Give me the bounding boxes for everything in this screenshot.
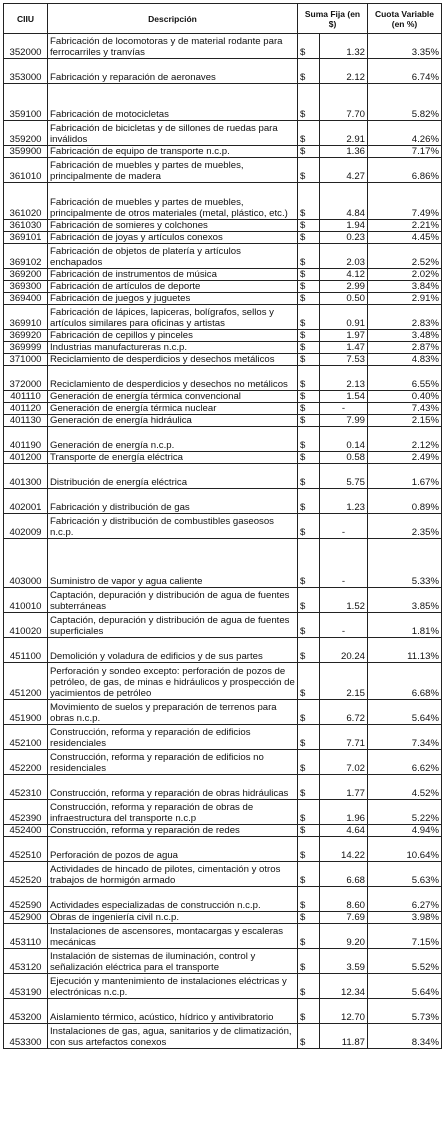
table-row bbox=[4, 999, 442, 1024]
fixed-amount: 2.03 bbox=[320, 244, 368, 269]
currency-symbol: $ bbox=[298, 999, 320, 1024]
table-row bbox=[4, 415, 442, 427]
activity-description: Actividades de hincado de pilotes, cimentación y otros trabajos de hormigón armado bbox=[48, 862, 298, 887]
ciiu-code: 359900 bbox=[4, 146, 48, 158]
currency-symbol: $ bbox=[298, 232, 320, 244]
variable-rate: 6.68% bbox=[368, 663, 442, 700]
activity-description: Fabricación de objetos de platería y artículos enchapados bbox=[48, 244, 298, 269]
table-row bbox=[4, 663, 442, 700]
activity-description: Fabricación de instrumentos de música bbox=[48, 269, 298, 281]
activity-description: Fabricación y distribución de gas bbox=[48, 489, 298, 514]
activity-description: Fabricación de muebles y partes de muebles, principalmente de otros materiales (metal, plástico, etc.) bbox=[48, 183, 298, 220]
ciiu-code: 402009 bbox=[4, 514, 48, 539]
activity-description: Reciclamiento de desperdicios y desechos no metálicos bbox=[48, 366, 298, 391]
header-ciiu: CIIU bbox=[4, 4, 48, 34]
variable-rate: 2.15% bbox=[368, 415, 442, 427]
table-row bbox=[4, 158, 442, 183]
table-row bbox=[4, 837, 442, 862]
fixed-amount: 12.70 bbox=[320, 999, 368, 1024]
ciiu-code: 402001 bbox=[4, 489, 48, 514]
activity-description: Perforación de pozos de agua bbox=[48, 837, 298, 862]
activity-description: Movimiento de suelos y preparación de terrenos para obras n.c.p. bbox=[48, 700, 298, 725]
variable-rate: 1.81% bbox=[368, 613, 442, 638]
ciiu-code: 401130 bbox=[4, 415, 48, 427]
ciiu-code: 401200 bbox=[4, 452, 48, 464]
currency-symbol: $ bbox=[298, 588, 320, 613]
table-header bbox=[4, 4, 442, 34]
table-row bbox=[4, 539, 442, 588]
activity-description: Instalaciones de ascensores, montacargas y escaleras mecánicas bbox=[48, 924, 298, 949]
activity-description: Construcción, reforma y reparación de obras de infraestructura del transporte n.c.p bbox=[48, 800, 298, 825]
currency-symbol: $ bbox=[298, 220, 320, 232]
currency-symbol: $ bbox=[298, 84, 320, 121]
fixed-amount: 0.58 bbox=[320, 452, 368, 464]
table-row bbox=[4, 232, 442, 244]
fixed-amount: 0.91 bbox=[320, 305, 368, 330]
variable-rate: 5.63% bbox=[368, 862, 442, 887]
currency-symbol: $ bbox=[298, 949, 320, 974]
table-row bbox=[4, 146, 442, 158]
table-row bbox=[4, 244, 442, 269]
fixed-amount: 0.50 bbox=[320, 293, 368, 305]
variable-rate: 6.86% bbox=[368, 158, 442, 183]
variable-rate: 3.98% bbox=[368, 912, 442, 924]
fixed-amount: 3.59 bbox=[320, 949, 368, 974]
fees-table bbox=[3, 3, 442, 1049]
currency-symbol: $ bbox=[298, 539, 320, 588]
fixed-amount: - bbox=[320, 403, 368, 415]
fixed-amount: 7.71 bbox=[320, 725, 368, 750]
table-row bbox=[4, 121, 442, 146]
header-row bbox=[4, 4, 442, 34]
table-row bbox=[4, 700, 442, 725]
ciiu-code: 452310 bbox=[4, 775, 48, 800]
variable-rate: 5.64% bbox=[368, 974, 442, 999]
activity-description: Suministro de vapor y agua caliente bbox=[48, 539, 298, 588]
variable-rate: 2.87% bbox=[368, 342, 442, 354]
ciiu-code: 453110 bbox=[4, 924, 48, 949]
currency-symbol: $ bbox=[298, 887, 320, 912]
ciiu-code: 452590 bbox=[4, 887, 48, 912]
variable-rate: 10.64% bbox=[368, 837, 442, 862]
ciiu-code: 452520 bbox=[4, 862, 48, 887]
fixed-amount: 6.68 bbox=[320, 862, 368, 887]
table-row bbox=[4, 800, 442, 825]
activity-description: Generación de energía n.c.p. bbox=[48, 427, 298, 452]
fixed-amount: - bbox=[320, 539, 368, 588]
fixed-amount: 2.15 bbox=[320, 663, 368, 700]
currency-symbol: $ bbox=[298, 663, 320, 700]
variable-rate: 0.89% bbox=[368, 489, 442, 514]
fixed-amount: 11.87 bbox=[320, 1024, 368, 1049]
ciiu-code: 369200 bbox=[4, 269, 48, 281]
table-body bbox=[4, 34, 442, 1049]
currency-symbol: $ bbox=[298, 862, 320, 887]
table-row bbox=[4, 183, 442, 220]
table-row bbox=[4, 725, 442, 750]
fixed-amount: 1.52 bbox=[320, 588, 368, 613]
table-row bbox=[4, 974, 442, 999]
activity-description: Fabricación de somieres y colchones bbox=[48, 220, 298, 232]
fixed-amount: - bbox=[320, 613, 368, 638]
currency-symbol: $ bbox=[298, 837, 320, 862]
fixed-amount: 8.60 bbox=[320, 887, 368, 912]
activity-description: Transporte de energía eléctrica bbox=[48, 452, 298, 464]
ciiu-code: 401110 bbox=[4, 391, 48, 403]
variable-rate: 7.34% bbox=[368, 725, 442, 750]
table-row bbox=[4, 775, 442, 800]
currency-symbol: $ bbox=[298, 121, 320, 146]
table-row bbox=[4, 342, 442, 354]
table-row bbox=[4, 59, 442, 84]
activity-description: Fabricación de equipo de transporte n.c.p. bbox=[48, 146, 298, 158]
activity-description: Aislamiento térmico, acústico, hídrico y antivibratorio bbox=[48, 999, 298, 1024]
fixed-amount: 4.27 bbox=[320, 158, 368, 183]
variable-rate: 3.84% bbox=[368, 281, 442, 293]
ciiu-code: 369101 bbox=[4, 232, 48, 244]
table-row bbox=[4, 588, 442, 613]
ciiu-code: 361010 bbox=[4, 158, 48, 183]
table-row bbox=[4, 403, 442, 415]
table-row bbox=[4, 269, 442, 281]
variable-rate: 4.94% bbox=[368, 825, 442, 837]
fixed-amount: 0.23 bbox=[320, 232, 368, 244]
activity-description: Fabricación de lápices, lapiceras, bolígrafos, sellos y artículos similares para oficinas y artistas bbox=[48, 305, 298, 330]
variable-rate: 4.26% bbox=[368, 121, 442, 146]
fixed-amount: 7.53 bbox=[320, 354, 368, 366]
table-row bbox=[4, 452, 442, 464]
currency-symbol: $ bbox=[298, 281, 320, 293]
activity-description: Ejecución y mantenimiento de instalaciones eléctricas y electrónicas n.c.p. bbox=[48, 974, 298, 999]
fixed-amount: 1.54 bbox=[320, 391, 368, 403]
currency-symbol: $ bbox=[298, 489, 320, 514]
activity-description: Fabricación de joyas y artículos conexos bbox=[48, 232, 298, 244]
variable-rate: 3.48% bbox=[368, 330, 442, 342]
ciiu-code: 359200 bbox=[4, 121, 48, 146]
header-cuota-variable: Cuota Variable (en %) bbox=[368, 4, 442, 34]
activity-description: Fabricación de muebles y partes de muebles, principalmente de madera bbox=[48, 158, 298, 183]
variable-rate: 2.12% bbox=[368, 427, 442, 452]
variable-rate: 4.45% bbox=[368, 232, 442, 244]
header-suma-fija: Suma Fija (en $) bbox=[298, 4, 368, 34]
ciiu-code: 452900 bbox=[4, 912, 48, 924]
ciiu-code: 452400 bbox=[4, 825, 48, 837]
fixed-amount: 9.20 bbox=[320, 924, 368, 949]
variable-rate: 5.22% bbox=[368, 800, 442, 825]
ciiu-code: 369920 bbox=[4, 330, 48, 342]
table-row bbox=[4, 750, 442, 775]
variable-rate: 7.49% bbox=[368, 183, 442, 220]
activity-description: Fabricación de juegos y juguetes bbox=[48, 293, 298, 305]
currency-symbol: $ bbox=[298, 391, 320, 403]
table-row bbox=[4, 84, 442, 121]
fixed-amount: 1.36 bbox=[320, 146, 368, 158]
activity-description: Demolición y voladura de edificios y de sus partes bbox=[48, 638, 298, 663]
variable-rate: 5.73% bbox=[368, 999, 442, 1024]
fixed-amount: 20.24 bbox=[320, 638, 368, 663]
ciiu-code: 453300 bbox=[4, 1024, 48, 1049]
currency-symbol: $ bbox=[298, 750, 320, 775]
fixed-amount: 1.96 bbox=[320, 800, 368, 825]
variable-rate: 2.83% bbox=[368, 305, 442, 330]
fixed-amount: - bbox=[320, 514, 368, 539]
ciiu-code: 401300 bbox=[4, 464, 48, 489]
activity-description: Construcción, reforma y reparación de obras hidráulicas bbox=[48, 775, 298, 800]
ciiu-code: 369400 bbox=[4, 293, 48, 305]
currency-symbol: $ bbox=[298, 354, 320, 366]
currency-symbol: $ bbox=[298, 700, 320, 725]
currency-symbol: $ bbox=[298, 305, 320, 330]
currency-symbol: $ bbox=[298, 725, 320, 750]
currency-symbol: $ bbox=[298, 146, 320, 158]
activity-description: Generación de energía térmica nuclear bbox=[48, 403, 298, 415]
table-row bbox=[4, 912, 442, 924]
variable-rate: 3.85% bbox=[368, 588, 442, 613]
ciiu-code: 451100 bbox=[4, 638, 48, 663]
currency-symbol: $ bbox=[298, 415, 320, 427]
currency-symbol: $ bbox=[298, 1024, 320, 1049]
currency-symbol: $ bbox=[298, 974, 320, 999]
table-row bbox=[4, 427, 442, 452]
currency-symbol: $ bbox=[298, 183, 320, 220]
currency-symbol: $ bbox=[298, 342, 320, 354]
fixed-amount: 1.23 bbox=[320, 489, 368, 514]
variable-rate: 8.34% bbox=[368, 1024, 442, 1049]
fixed-amount: 2.99 bbox=[320, 281, 368, 293]
ciiu-code: 452100 bbox=[4, 725, 48, 750]
table-row bbox=[4, 220, 442, 232]
currency-symbol: $ bbox=[298, 800, 320, 825]
table-row bbox=[4, 489, 442, 514]
variable-rate: 2.91% bbox=[368, 293, 442, 305]
ciiu-code: 369300 bbox=[4, 281, 48, 293]
variable-rate: 7.17% bbox=[368, 146, 442, 158]
fixed-amount: 2.91 bbox=[320, 121, 368, 146]
table-row bbox=[4, 281, 442, 293]
table-row bbox=[4, 613, 442, 638]
currency-symbol: $ bbox=[298, 403, 320, 415]
activity-description: Industrias manufactureras n.c.p. bbox=[48, 342, 298, 354]
table-row bbox=[4, 293, 442, 305]
variable-rate: 5.33% bbox=[368, 539, 442, 588]
activity-description: Captación, depuración y distribución de agua de fuentes superficiales bbox=[48, 613, 298, 638]
currency-symbol: $ bbox=[298, 330, 320, 342]
activity-description: Fabricación de artículos de deporte bbox=[48, 281, 298, 293]
currency-symbol: $ bbox=[298, 924, 320, 949]
activity-description: Instalación de sistemas de iluminación, control y señalización eléctrica para el transporte bbox=[48, 949, 298, 974]
variable-rate: 2.02% bbox=[368, 269, 442, 281]
ciiu-code: 353000 bbox=[4, 59, 48, 84]
table-row bbox=[4, 34, 442, 59]
ciiu-code: 453120 bbox=[4, 949, 48, 974]
variable-rate: 2.49% bbox=[368, 452, 442, 464]
ciiu-code: 372000 bbox=[4, 366, 48, 391]
fixed-amount: 7.99 bbox=[320, 415, 368, 427]
activity-description: Instalaciones de gas, agua, sanitarios y de climatización, con sus artefactos conexos bbox=[48, 1024, 298, 1049]
fixed-amount: 1.77 bbox=[320, 775, 368, 800]
header-descripcion: Descripción bbox=[48, 4, 298, 34]
currency-symbol: $ bbox=[298, 293, 320, 305]
activity-description: Fabricación y reparación de aeronaves bbox=[48, 59, 298, 84]
fixed-amount: 14.22 bbox=[320, 837, 368, 862]
activity-description: Fabricación de motocicletas bbox=[48, 84, 298, 121]
activity-description: Reciclamiento de desperdicios y desechos metálicos bbox=[48, 354, 298, 366]
ciiu-code: 452510 bbox=[4, 837, 48, 862]
activity-description: Generación de energía hidráulica bbox=[48, 415, 298, 427]
table-row bbox=[4, 330, 442, 342]
ciiu-code: 452390 bbox=[4, 800, 48, 825]
ciiu-code: 452200 bbox=[4, 750, 48, 775]
currency-symbol: $ bbox=[298, 366, 320, 391]
activity-description: Actividades especializadas de construcción n.c.p. bbox=[48, 887, 298, 912]
activity-description: Construcción, reforma y reparación de edificios no residenciales bbox=[48, 750, 298, 775]
variable-rate: 6.74% bbox=[368, 59, 442, 84]
table-row bbox=[4, 464, 442, 489]
ciiu-code: 361030 bbox=[4, 220, 48, 232]
activity-description: Construcción, reforma y reparación de edificios residenciales bbox=[48, 725, 298, 750]
currency-symbol: $ bbox=[298, 158, 320, 183]
ciiu-code: 410020 bbox=[4, 613, 48, 638]
ciiu-code: 352000 bbox=[4, 34, 48, 59]
fixed-amount: 6.72 bbox=[320, 700, 368, 725]
currency-symbol: $ bbox=[298, 775, 320, 800]
table-row bbox=[4, 366, 442, 391]
variable-rate: 7.43% bbox=[368, 403, 442, 415]
activity-description: Captación, depuración y distribución de agua de fuentes subterráneas bbox=[48, 588, 298, 613]
activity-description: Fabricación de bicicletas y de sillones de ruedas para inválidos bbox=[48, 121, 298, 146]
variable-rate: 3.35% bbox=[368, 34, 442, 59]
table-row bbox=[4, 391, 442, 403]
currency-symbol: $ bbox=[298, 514, 320, 539]
table-row bbox=[4, 825, 442, 837]
currency-symbol: $ bbox=[298, 638, 320, 663]
activity-description: Generación de energía térmica convencional bbox=[48, 391, 298, 403]
table-row bbox=[4, 305, 442, 330]
fixed-amount: 1.94 bbox=[320, 220, 368, 232]
currency-symbol: $ bbox=[298, 613, 320, 638]
variable-rate: 2.21% bbox=[368, 220, 442, 232]
fixed-amount: 5.75 bbox=[320, 464, 368, 489]
fixed-amount: 2.13 bbox=[320, 366, 368, 391]
currency-symbol: $ bbox=[298, 427, 320, 452]
fixed-amount: 7.02 bbox=[320, 750, 368, 775]
activity-description: Fabricación y distribución de combustibles gaseosos n.c.p. bbox=[48, 514, 298, 539]
ciiu-code: 453200 bbox=[4, 999, 48, 1024]
variable-rate: 11.13% bbox=[368, 638, 442, 663]
activity-description: Perforación y sondeo excepto: perforación de pozos de petróleo, de gas, de minas e hidráulicos y prospección de yacimientos de petróleo bbox=[48, 663, 298, 700]
activity-description: Fabricación de cepillos y pinceles bbox=[48, 330, 298, 342]
fixed-amount: 4.64 bbox=[320, 825, 368, 837]
variable-rate: 5.52% bbox=[368, 949, 442, 974]
currency-symbol: $ bbox=[298, 464, 320, 489]
table-row bbox=[4, 887, 442, 912]
ciiu-code: 369910 bbox=[4, 305, 48, 330]
ciiu-code: 453190 bbox=[4, 974, 48, 999]
table-row bbox=[4, 949, 442, 974]
variable-rate: 6.27% bbox=[368, 887, 442, 912]
ciiu-code: 451200 bbox=[4, 663, 48, 700]
currency-symbol: $ bbox=[298, 912, 320, 924]
fixed-amount: 1.32 bbox=[320, 34, 368, 59]
activity-description: Distribución de energía eléctrica bbox=[48, 464, 298, 489]
variable-rate: 4.83% bbox=[368, 354, 442, 366]
currency-symbol: $ bbox=[298, 269, 320, 281]
fixed-amount: 1.97 bbox=[320, 330, 368, 342]
ciiu-code: 451900 bbox=[4, 700, 48, 725]
variable-rate: 4.52% bbox=[368, 775, 442, 800]
currency-symbol: $ bbox=[298, 59, 320, 84]
ciiu-code: 410010 bbox=[4, 588, 48, 613]
variable-rate: 1.67% bbox=[368, 464, 442, 489]
variable-rate: 5.82% bbox=[368, 84, 442, 121]
activity-description: Obras de ingeniería civil n.c.p. bbox=[48, 912, 298, 924]
table-row bbox=[4, 924, 442, 949]
currency-symbol: $ bbox=[298, 244, 320, 269]
table-row bbox=[4, 354, 442, 366]
fixed-amount: 7.70 bbox=[320, 84, 368, 121]
ciiu-code: 359100 bbox=[4, 84, 48, 121]
table-row bbox=[4, 862, 442, 887]
fixed-amount: 2.12 bbox=[320, 59, 368, 84]
fixed-amount: 12.34 bbox=[320, 974, 368, 999]
fixed-amount: 1.47 bbox=[320, 342, 368, 354]
variable-rate: 6.55% bbox=[368, 366, 442, 391]
fixed-amount: 4.12 bbox=[320, 269, 368, 281]
activity-description: Construcción, reforma y reparación de redes bbox=[48, 825, 298, 837]
fixed-amount: 0.14 bbox=[320, 427, 368, 452]
ciiu-code: 371000 bbox=[4, 354, 48, 366]
currency-symbol: $ bbox=[298, 452, 320, 464]
table-row bbox=[4, 514, 442, 539]
variable-rate: 7.15% bbox=[368, 924, 442, 949]
variable-rate: 6.62% bbox=[368, 750, 442, 775]
currency-symbol: $ bbox=[298, 825, 320, 837]
ciiu-code: 369999 bbox=[4, 342, 48, 354]
fixed-amount: 7.69 bbox=[320, 912, 368, 924]
activity-description: Fabricación de locomotoras y de material rodante para ferrocarriles y tranvías bbox=[48, 34, 298, 59]
variable-rate: 5.64% bbox=[368, 700, 442, 725]
currency-symbol: $ bbox=[298, 34, 320, 59]
ciiu-code: 401190 bbox=[4, 427, 48, 452]
ciiu-code: 361020 bbox=[4, 183, 48, 220]
table-row bbox=[4, 638, 442, 663]
ciiu-code: 401120 bbox=[4, 403, 48, 415]
fixed-amount: 4.84 bbox=[320, 183, 368, 220]
ciiu-code: 403000 bbox=[4, 539, 48, 588]
variable-rate: 2.35% bbox=[368, 514, 442, 539]
ciiu-code: 369102 bbox=[4, 244, 48, 269]
variable-rate: 0.40% bbox=[368, 391, 442, 403]
variable-rate: 2.52% bbox=[368, 244, 442, 269]
table-row bbox=[4, 1024, 442, 1049]
